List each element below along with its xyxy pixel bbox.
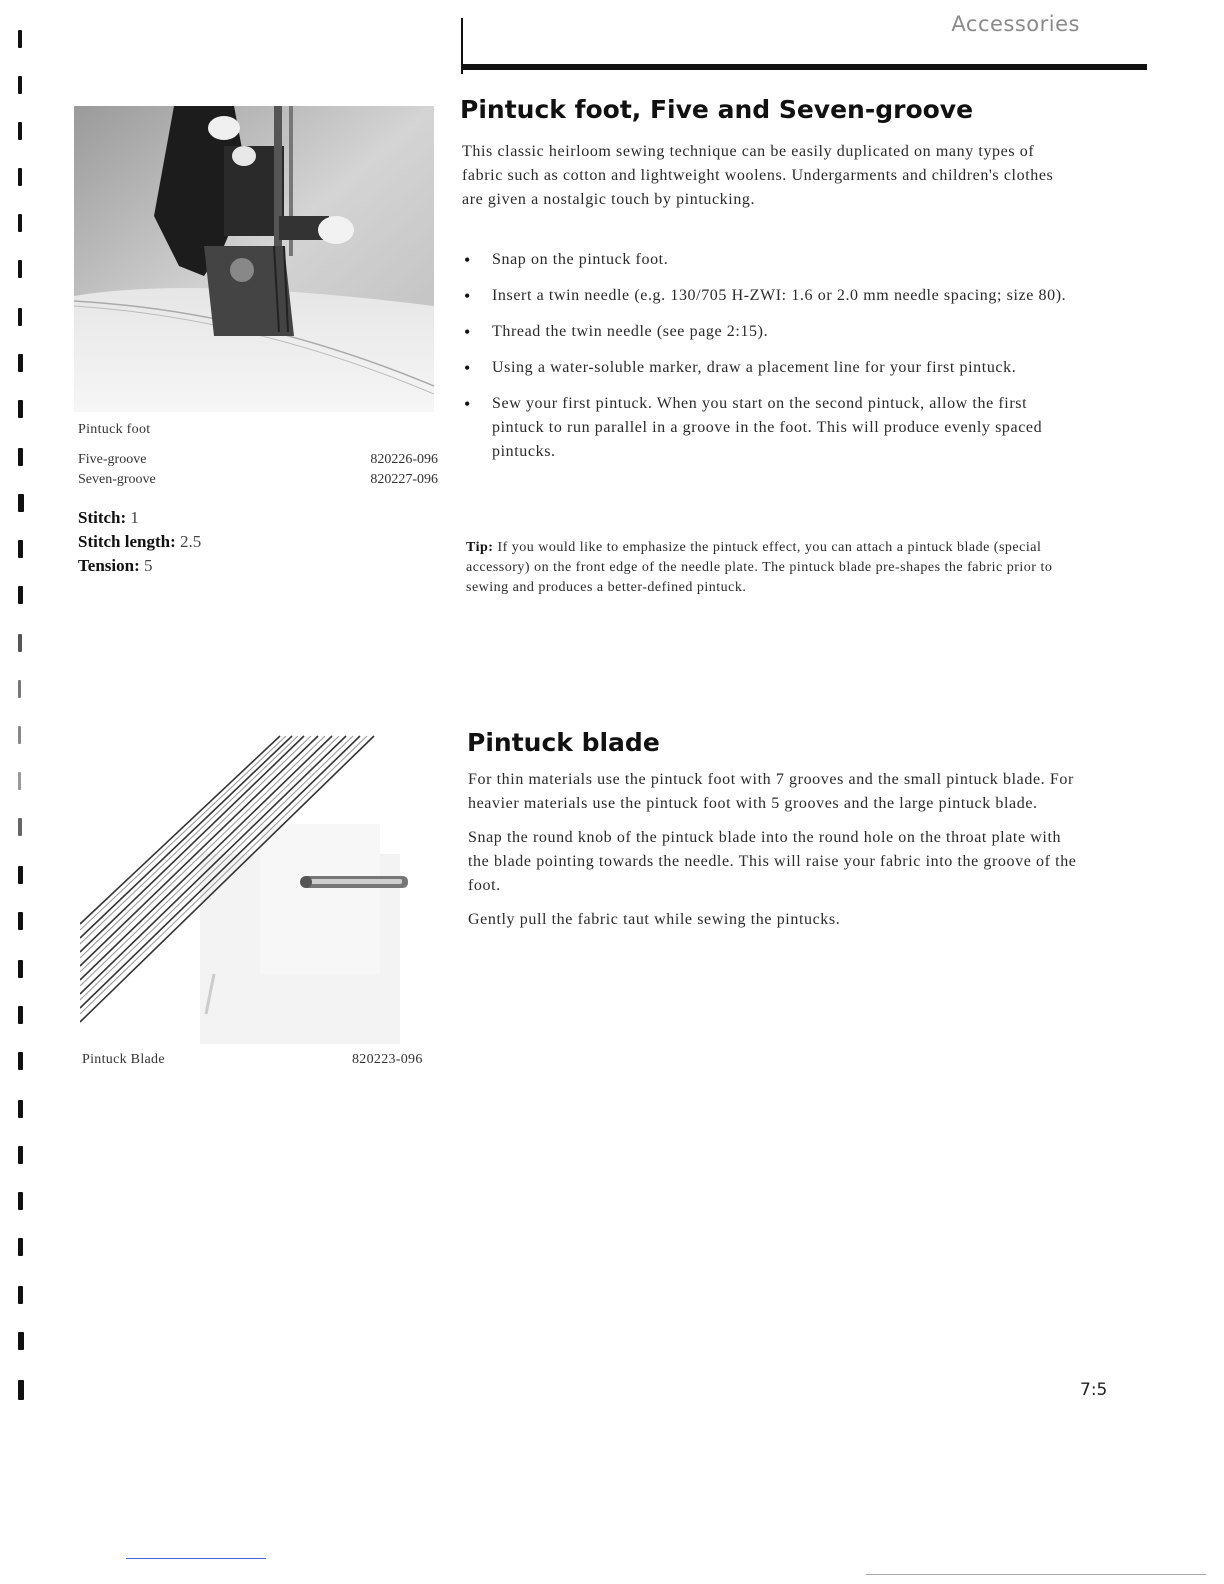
step-item: • Sew your first pintuck. When you start on the second pintuck, allow the first pintuck to run parallel in a groove in the foot. This will produce evenly spaced pintucks. [462,392,1070,464]
stitch-settings [78,506,201,578]
paragraph: Gently pull the fabric taut while sewing the pintucks. [468,911,841,928]
part-name: Seven-groove [78,472,156,487]
paragraph: For thin materials use the pintuck foot with 7 grooves and the small pintuck blade. For heavier materials use the pintuck foot with 5 grooves and the large pintuck blade. [468,771,1074,812]
pintuck-foot-intro: This classic heirloom sewing technique can be easily duplicated on many types of fabric such as cotton and lightweight woolens. Undergarments and children's clothes are given a nostalgic touch by pintucking. [462,143,1054,208]
footer-underline [126,1558,266,1559]
part-row [78,452,438,472]
pintuck-blade-heading: Pintuck blade [467,728,660,757]
step-item: • Insert a twin needle (e.g. 130/705 H-ZWI: 1.6 or 2.0 mm needle spacing; size 80). [462,284,1070,308]
paragraph: Snap the round knob of the pintuck blade into the round hole on the throat plate with the blade pointing towards the needle. This will raise your fabric into the groove of the foot. [468,829,1077,894]
tip-note [466,538,1078,598]
setting-stitch: Stitch: 1 [78,508,139,527]
pintuck-blade-caption: Pintuck Blade [82,1052,165,1067]
step-item: • Using a water-soluble marker, draw a placement line for your first pintuck. [462,356,1070,380]
step-item: • Thread the twin needle (see page 2:15). [462,320,1070,344]
tip-text: If you would like to emphasize the pintuck effect, you can attach a pintuck blade (special accessory) on the front edge of the needle plate. The pintuck blade pre-shapes the fabric prior to sewing and produces a better-defined pintuck. [466,540,1053,595]
part-name: Five-groove [78,452,147,467]
part-row [78,472,438,492]
setting-stitch-length: Stitch length: 2.5 [78,532,202,551]
section-label: Accessories [951,12,1080,36]
pintuck-foot-parts-list [78,452,438,492]
page-number: 7:5 [1080,1380,1108,1400]
spiral-binding [18,30,30,1430]
pintuck-foot-caption: Pintuck foot [78,422,151,437]
pintuck-blade-body [468,768,1078,942]
pintuck-foot-heading: Pintuck foot, Five and Seven-groove [460,95,974,124]
part-number: 820226-096 [370,452,438,467]
footer-rule [866,1574,1206,1575]
tip-label: Tip: [466,540,494,555]
part-number: 820227-096 [370,472,438,487]
pintuck-blade-photo [80,734,436,1044]
pintuck-foot-steps [462,248,1070,476]
step-item: • Snap on the pintuck foot. [462,248,1070,272]
setting-tension: Tension: 5 [78,556,153,575]
pintuck-foot-photo [74,106,434,412]
pintuck-blade-part-number: 820223-096 [352,1052,423,1067]
header-rule [461,64,1147,70]
